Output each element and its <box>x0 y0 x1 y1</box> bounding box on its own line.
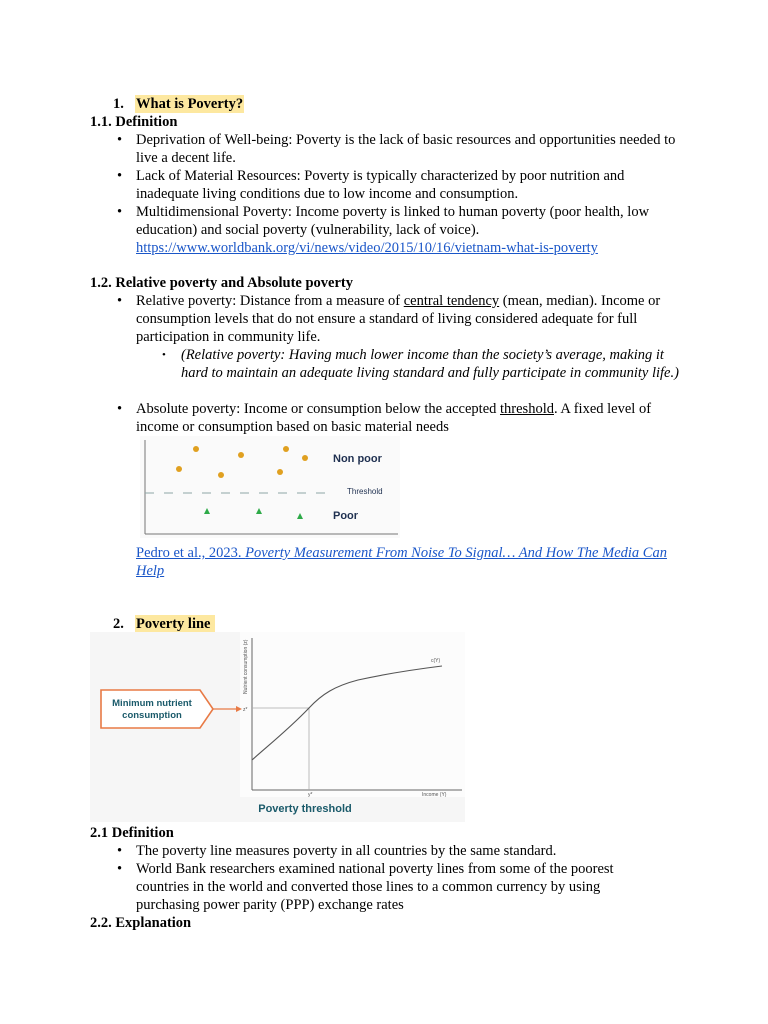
list-item-relative <box>136 292 681 346</box>
box-label-line1: Minimum nutrient <box>112 698 192 709</box>
min-nutrient-box <box>101 690 213 728</box>
bullet-icon <box>117 400 125 418</box>
subsection-title: 2.1 Definition <box>90 825 174 841</box>
bullet-icon <box>117 167 125 185</box>
list-item: The poverty line measures poverty in all countries by the same standard. <box>136 843 557 859</box>
text-run: Absolute poverty: Income or consumption below the accepted <box>136 401 501 417</box>
citation-authors: Pedro et al., 2023. <box>136 545 246 561</box>
subsection-title: 1.2. Relative poverty and Absolute poverty <box>90 275 353 291</box>
y-tick-label: z* <box>243 707 248 713</box>
bullet-icon <box>117 203 125 221</box>
list-item: Deprivation of Well-being: Poverty is the lack of basic resources and opportunities needed to live a decent life. <box>136 132 676 166</box>
poor-label: Poor <box>333 510 359 522</box>
underlined-term: threshold <box>500 401 554 417</box>
bullet-icon <box>117 131 125 149</box>
list-item: World Bank researchers examined national poverty lines from some of the poorest countries in the world and converted those lines to a common currency by using purchasing power parity (PPP) exchange rates <box>136 861 614 913</box>
nonpoor-point <box>302 455 308 461</box>
bullet-icon <box>117 292 125 310</box>
list-item: Multidimensional Poverty: Income poverty is linked to human poverty (poor health, low education) and social poverty (vulnerability, lack of voice). <box>136 204 650 238</box>
section-title: What is Poverty? <box>136 96 244 112</box>
bullet-icon <box>117 860 125 878</box>
box-label-line2: consumption <box>122 710 182 721</box>
text-run: . A fixed level of income or consumption based on basic material needs <box>136 401 652 435</box>
citation-title: Poverty Measurement From Noise To Signal… And How The Media Can Help <box>136 545 667 579</box>
subsection-title: 2.2. Explanation <box>90 915 192 931</box>
sub-bullet-icon: • <box>162 349 166 361</box>
threshold-label: Threshold <box>347 487 383 496</box>
section-title: Poverty line <box>135 615 215 633</box>
bullet-icon <box>117 842 125 860</box>
nonpoor-point <box>193 446 199 452</box>
section-number: 1. <box>113 96 124 112</box>
nonpoor-point <box>277 469 283 475</box>
curve-label: c(Y) <box>431 658 441 664</box>
relative-poverty-note: (Relative poverty: Having much lower income than the society’s average, making it hard to maintain an adequate living standard and fully participate in community life.) <box>181 347 679 381</box>
subsection-title: 1.1. Definition <box>90 114 178 130</box>
nonpoor-point <box>283 446 289 452</box>
nonpoor-point <box>176 466 182 472</box>
list-item: Lack of Material Resources: Poverty is typically characterized by poor nutrition and inadequate living conditions due to low income and consumption. <box>136 168 625 202</box>
worldbank-link[interactable]: https://www.worldbank.org/vi/news/video/2015/10/16/vietnam-what-is-poverty <box>136 240 598 256</box>
x-tick-label: y* <box>308 792 313 798</box>
nonpoor-label: Non poor <box>333 453 382 465</box>
section-number: 2. <box>113 616 124 632</box>
poverty-line-figure <box>90 632 465 822</box>
nonpoor-point <box>238 452 244 458</box>
threshold-figure <box>140 436 400 538</box>
text-run: (mean, median). Income or consumption levels that do not ensure a standard of living considered adequate for full participation in community life. <box>136 293 661 345</box>
plot-area <box>240 632 465 797</box>
citation-link[interactable] <box>136 544 676 580</box>
y-axis-label: Nutrient consumption (z) <box>243 639 249 694</box>
nonpoor-point <box>218 472 224 478</box>
list-item-absolute <box>136 400 681 436</box>
figure-caption: Poverty threshold <box>258 803 352 815</box>
underlined-term: central tendency <box>403 293 500 309</box>
x-axis-label: Income (Y) <box>422 792 447 798</box>
text-run: Relative poverty: Distance from a measure of <box>136 293 404 309</box>
